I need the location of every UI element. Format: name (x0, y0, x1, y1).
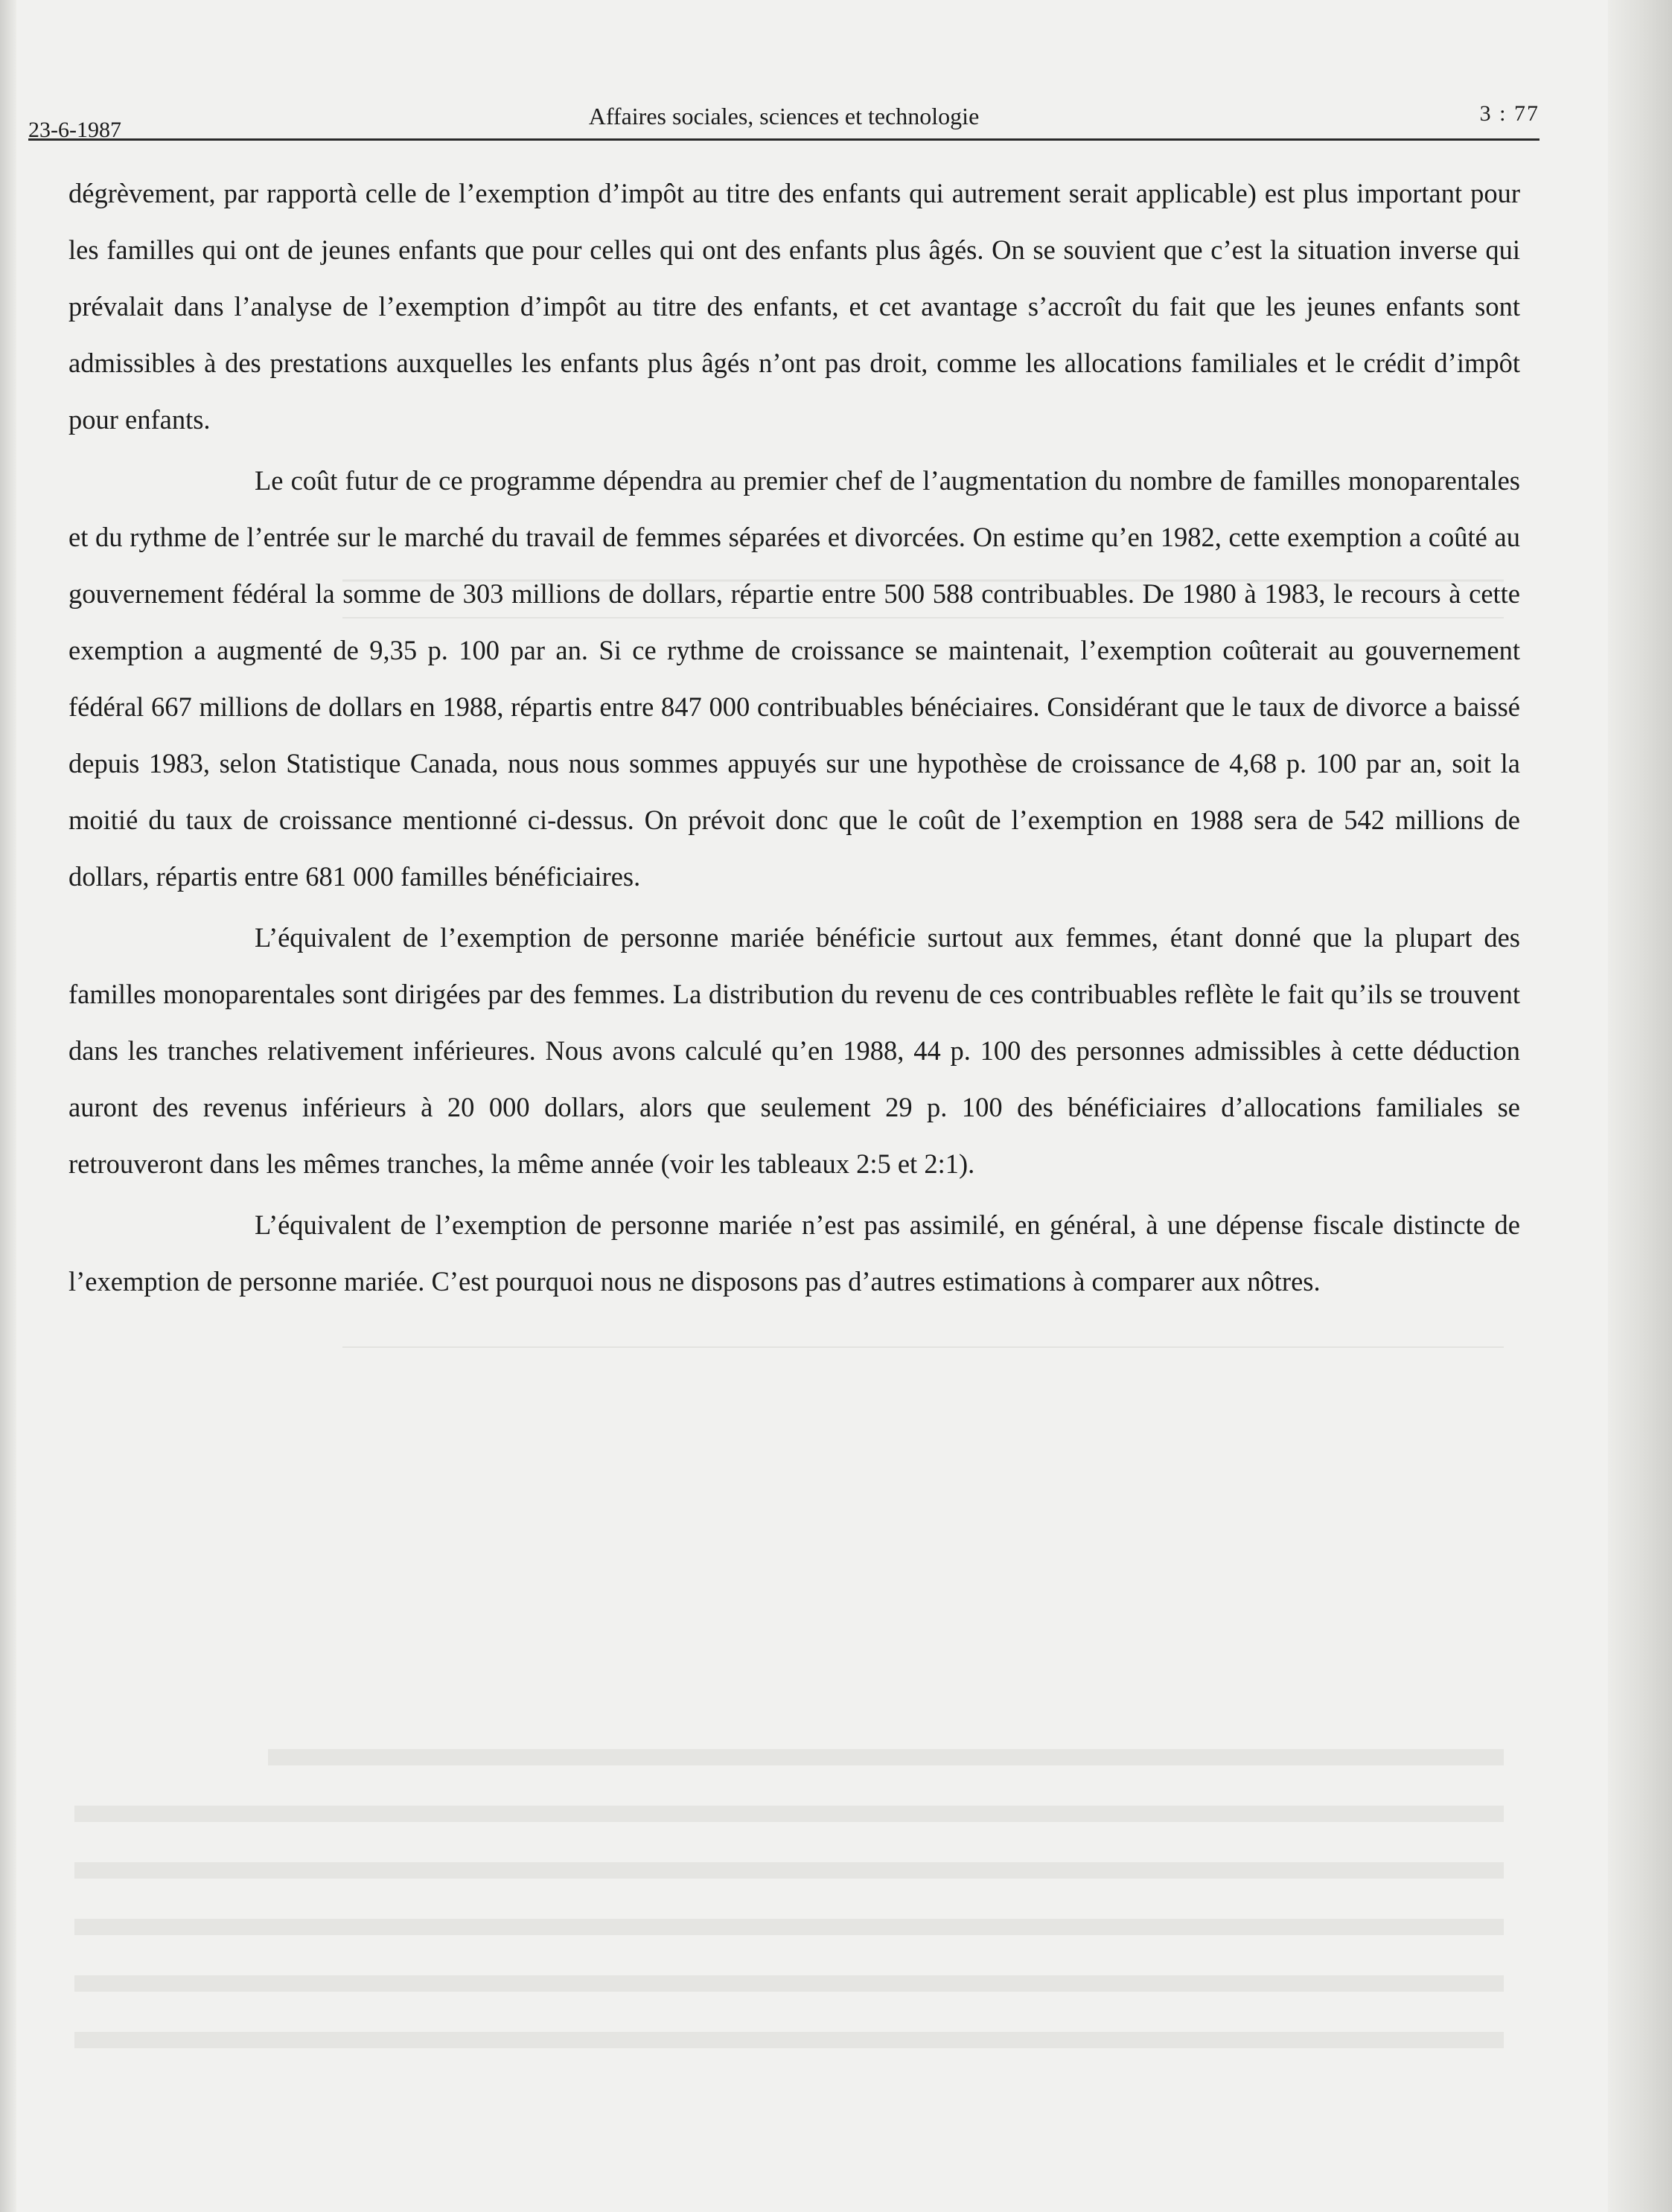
header-date: 23-6-1987 (28, 118, 121, 142)
running-header (28, 97, 1539, 141)
page-left-edge (0, 0, 16, 2212)
header-page-number: 3 : 77 (1479, 101, 1539, 126)
paragraph: L’équivalent de l’exemption de personne mariée n’est pas assimilé, en général, à une dépense fiscale distincte de l’exemption de personne mariée. C’est pourquoi nous ne disposons pas d’autres estimations à comparer aux nôtres. (68, 1209, 1520, 1297)
bleed-through-text-lines (74, 1727, 1519, 2084)
bleed-through-paragraph (74, 1727, 1519, 2084)
header-title: Affaires sociales, sciences et technologie (588, 103, 980, 130)
page-right-edge (1608, 0, 1672, 2212)
paragraph: Le coût futur de ce programme dépendra au premier chef de l’augmentation du nombre de familles monoparentales et du rythme de l’entrée sur le marché du travail de femmes séparées et divorcées. On estime qu’en 1982, cette exemption a coûté au gouvernement fédéral la somme de 303 millions de dollars, répartie entre 500 588 contribuables. De 1980 à 1983, le recours à cette exemption a augmenté de 9,35 p. 100 par an. Si ce rythme de croissance se maintenait, l’exemption coûterait au gouvernement fédéral 667 millions de dollars en 1988, répartis entre 847 000 contribuables bénéciaires. Considérant que le taux de divorce a baissé depuis 1983, selon Statistique Canada, nous nous sommes appuyés sur une hypothèse de croissance de 4,68 p. 100 par an, soit la moitié du taux de croissance mentionné ci-dessus. On prévoit donc que le coût de l’exemption en 1988 sera de 542 millions de dollars, répartis entre 681 000 familles bénéficiaires. (68, 465, 1520, 892)
paragraph: L’équivalent de l’exemption de personne mariée bénéficie surtout aux femmes, étant donné que la plupart des familles monoparentales sont dirigées par des femmes. La distribution du revenu de ces contribuables reflète le fait qu’ils se trouvent dans les tranches relativement inférieures. Nous avons calculé qu’en 1988, 44 p. 100 des personnes admissibles à cette déduction auront des revenus inférieurs à 20 000 dollars, alors que seulement 29 p. 100 des bénéficiaires d’allocations familiales se retrouveront dans les mêmes tranches, la même année (voir les tableaux 2:5 et 2:1). (68, 922, 1520, 1179)
body-text (68, 165, 1520, 1314)
paragraph: dégrèvement, par rapportà celle de l’exemption d’impôt au titre des enfants qui autrement serait applicable) est plus important pour les familles qui ont de jeunes enfants que pour celles qui ont des enfants plus âgés. On se souvient que c’est la situation inverse qui prévalait dans l’analyse de l’exemption d’impôt au titre des enfants, et cet avantage s’accroît du fait que les jeunes enfants sont admissibles à des prestations auxquelles les enfants plus âgés n’ont pas droit, comme les allocations familiales et le crédit d’impôt pour enfants. (68, 178, 1520, 435)
